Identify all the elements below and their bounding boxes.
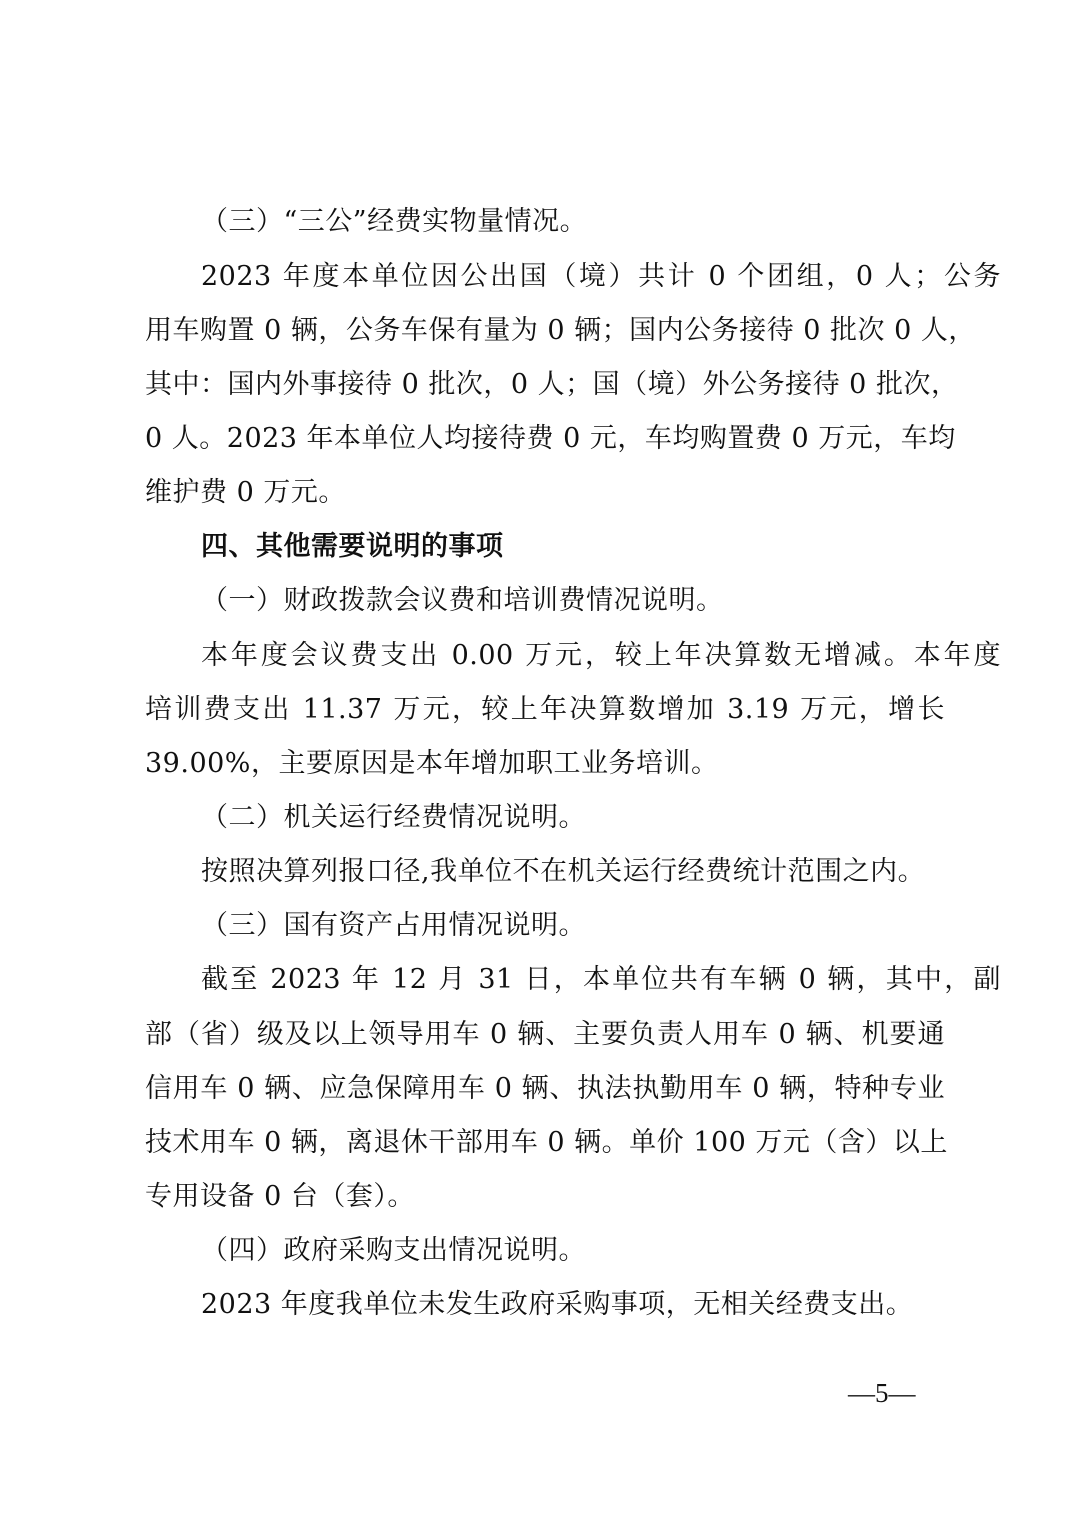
sub3-heading: （三）国有资产占用情况说明。	[201, 910, 586, 941]
section3-paragraph-line-4: 0 人。2023 年本单位人均接待费 0 元，车均购置费 0 万元，车均	[145, 423, 956, 454]
sub1-heading: （一）财政拨款会议费和培训费情况说明。	[201, 585, 724, 616]
sub1-paragraph-line-2: 培训费支出 11.37 万元，较上年决算数增加 3.19 万元，增长	[145, 694, 945, 725]
sub3-paragraph-line-3: 信用车 0 辆、应急保障用车 0 辆、执法执勤用车 0 辆，特种专业	[145, 1073, 945, 1104]
sub2-paragraph: 按照决算列报口径,我单位不在机关运行经费统计范围之内。	[201, 856, 926, 887]
part4-heading: 四、其他需要说明的事项	[201, 531, 504, 562]
sub3-paragraph-line-2: 部（省）级及以上领导用车 0 辆、主要负责人用车 0 辆、机要通	[145, 1019, 945, 1050]
section3-paragraph-line-1: 2023 年度本单位因公出国（境）共计 0 个团组，0 人；公务	[201, 261, 1001, 292]
section3-paragraph-line-3: 其中：国内外事接待 0 批次，0 人；国（境）外公务接待 0 批次，	[145, 369, 959, 400]
page-number: —5—	[848, 1378, 916, 1408]
section3-paragraph-line-2: 用车购置 0 辆，公务车保有量为 0 辆；国内公务接待 0 批次 0 人，	[145, 315, 976, 346]
sub4-paragraph: 2023 年度我单位未发生政府采购事项，无相关经费支出。	[201, 1289, 914, 1320]
sub1-paragraph-line-3: 39.00%，主要原因是本年增加职工业务培训。	[145, 748, 719, 779]
sub3-paragraph-line-4: 技术用车 0 辆，离退休干部用车 0 辆。单价 100 万元（含）以上	[145, 1127, 948, 1158]
sub2-heading: （二）机关运行经费情况说明。	[201, 802, 586, 833]
sub3-paragraph-line-5: 专用设备 0 台（套）。	[145, 1181, 415, 1212]
section3-paragraph-line-5: 维护费 0 万元。	[145, 477, 346, 508]
sub3-paragraph-line-1: 截至 2023 年 12 月 31 日，本单位共有车辆 0 辆，其中，副	[201, 964, 1001, 995]
section3-heading: （三）“三公”经费实物量情况。	[201, 206, 588, 237]
sub4-heading: （四）政府采购支出情况说明。	[201, 1235, 586, 1266]
sub1-paragraph-line-1: 本年度会议费支出 0.00 万元，较上年决算数无增减。本年度	[201, 640, 1001, 671]
